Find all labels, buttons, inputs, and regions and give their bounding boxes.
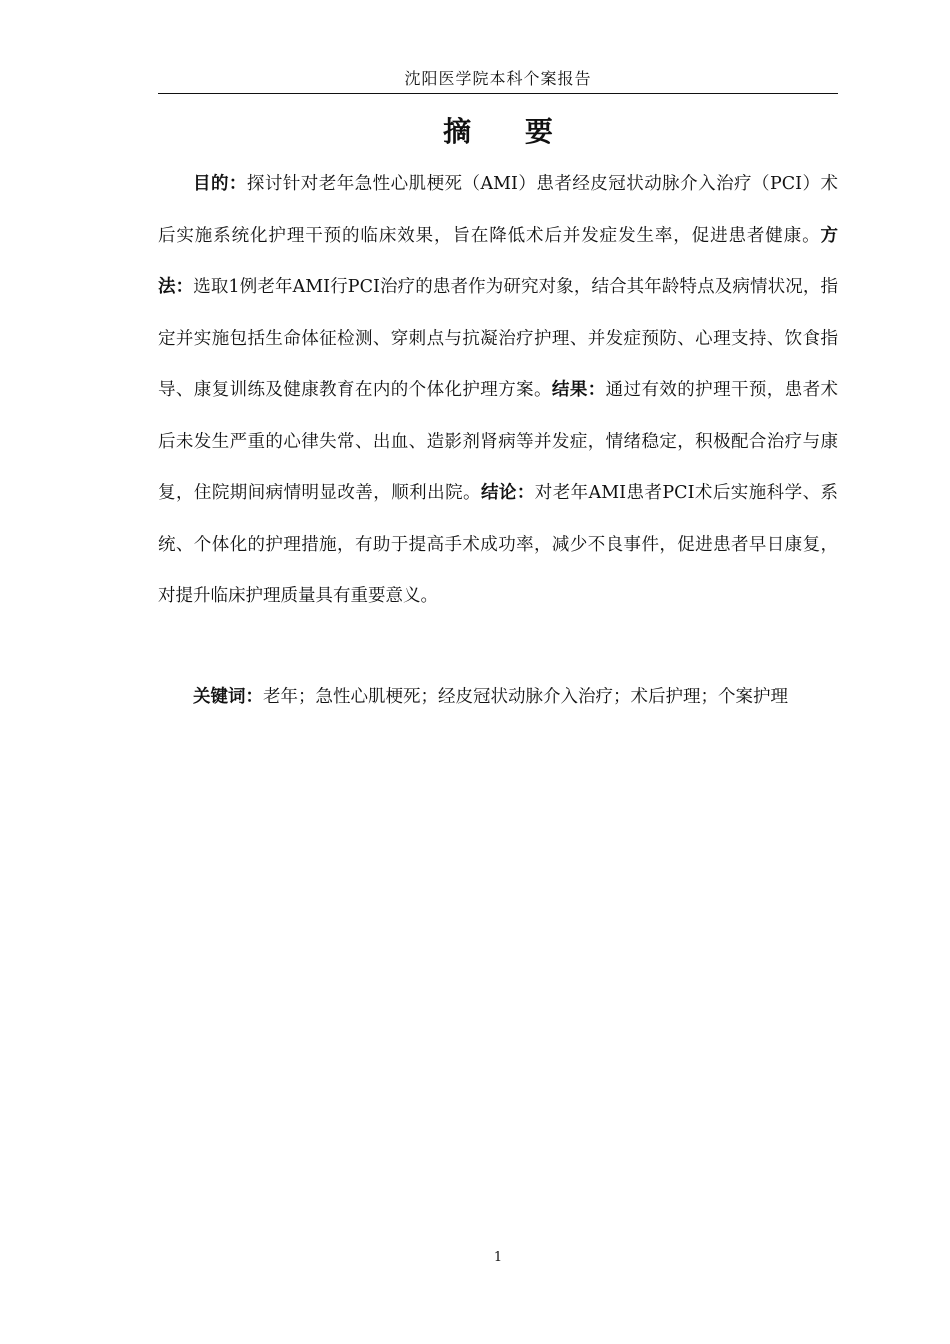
methods-label: 方法： xyxy=(158,225,838,297)
header-divider xyxy=(158,93,838,94)
keywords-label: 关键词： xyxy=(193,687,263,707)
page-number: 1 xyxy=(493,1250,503,1265)
running-header: 沈阳医学院本科个案报告 xyxy=(404,69,592,88)
results-text: 通过有效的护理干预，患者术后未发生严重的心律失常、出血、造影剂肾病等并发症，情绪稳定，积极配合治疗与康复，住院期间病情明显改善，顺利出院。 xyxy=(158,380,839,503)
conclusion-text: 对老年AMI患者PCI术后实施科学、系统、个体化的护理措施，有助于提高手术成功率，减少不良事件，促进患者早日康复，对提升临床护理质量具有重要意义。 xyxy=(158,483,839,606)
objective-label: 目的： xyxy=(193,174,247,194)
methods-text: 选取1例老年AMI行PCI治疗的患者作为研究对象，结合其年龄特点及病情状况，指定并实施包括生命体征检测、穿刺点与抗凝治疗护理、并发症预防、心理支持、饮食指导、康复训练及健康教育在内的个体化护理方案。 xyxy=(158,277,839,400)
abstract-paragraph xyxy=(158,159,838,623)
conclusion-label: 结论： xyxy=(480,483,535,503)
keywords-paragraph xyxy=(158,672,838,724)
results-label: 结果： xyxy=(551,380,606,400)
objective-text: 探讨针对老年急性心肌梗死（AMI）患者经皮冠状动脉介入治疗（PCI）术后实施系统化护理干预的临床效果，旨在降低术后并发症发生率，促进患者健康。 xyxy=(158,174,838,246)
keywords-text: 老年；急性心肌梗死；经皮冠状动脉介入治疗；术后护理；个案护理 xyxy=(263,687,788,707)
page-title: 摘 要 xyxy=(443,115,575,148)
